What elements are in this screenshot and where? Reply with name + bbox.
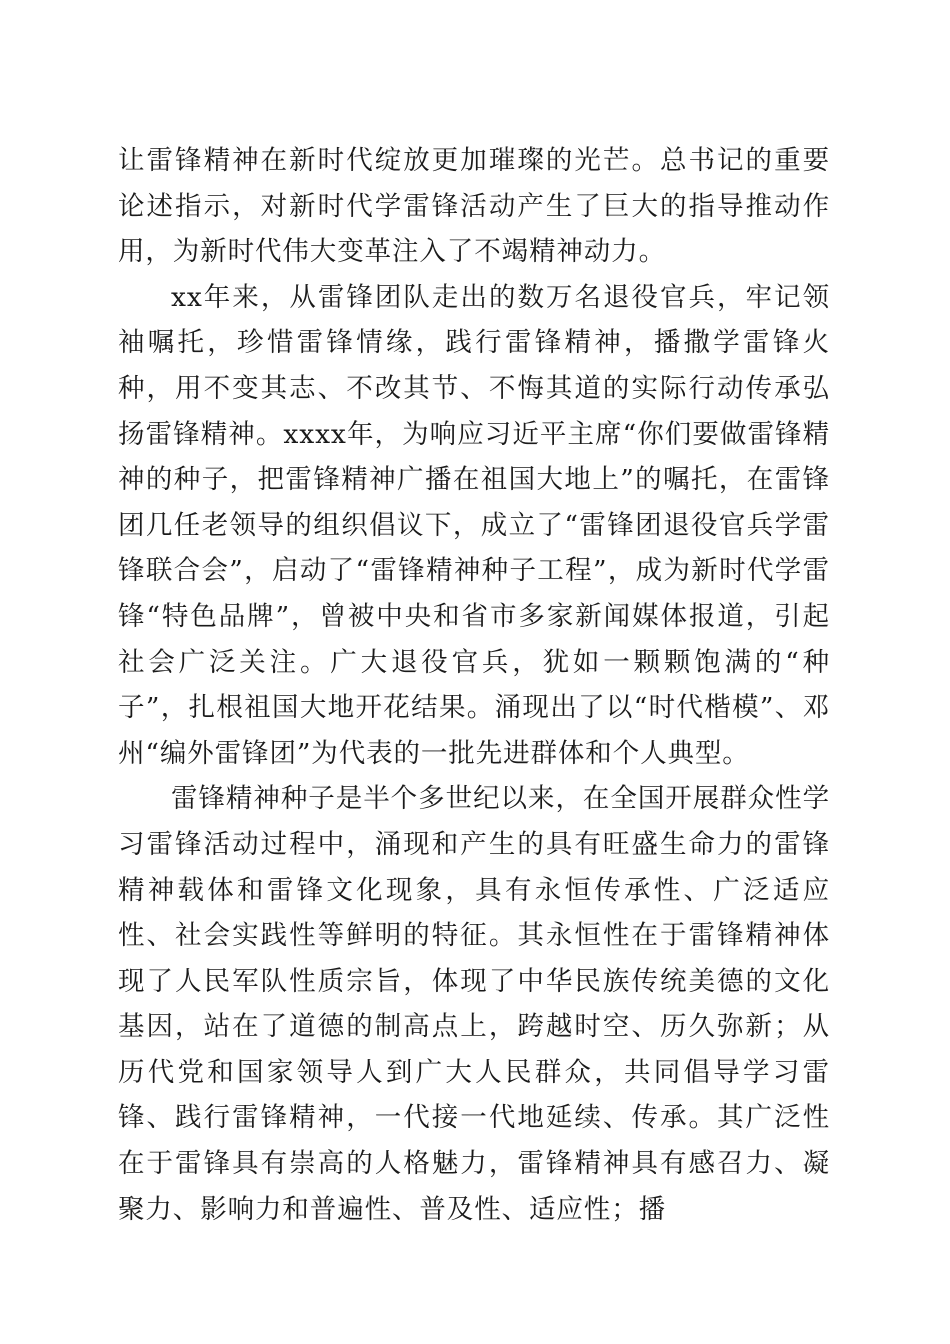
paragraph-3: 雷锋精神种子是半个多世纪以来，在全国开展群众性学习雷锋活动过程中，涌现和产生的具有旺盛生命力的雷锋精神载体和雷锋文化现象，具有永恒传承性、广泛适应性、社会实践性等鲜明的特征。其永恒性在于雷锋精神体现了人民军队性质宗旨，体现了中华民族传统美德的文化基因，站在了道德的制高点上，跨越时空、历久弥新；从历代党和国家领导人到广大人民群众，共同倡导学习雷锋、践行雷锋精神，一代接一代地延续、传承。其广泛性在于雷锋具有崇高的人格魅力，雷锋精神具有感召力、凝聚力、影响力和普遍性、普及性、适应性；播: [118, 783, 830, 1225]
paragraph-2: xx年来，从雷锋团队走出的数万名退役官兵，牢记领袖嘱托，珍惜雷锋情缘，践行雷锋精神，播撒学雷锋火种，用不变其志、不改其节、不悔其道的实际行动传承弘扬雷锋精神。xxxx年，为响应习近平主席“你们要做雷锋精神的种子，把雷锋精神广播在祖国大地上”的嘱托，在雷锋团几任老领导的组织倡议下，成立了“雷锋团退役官兵学雷锋联合会”，启动了“雷锋精神种子工程”，成为新时代学雷锋“特色品牌”，曾被中央和省市多家新闻媒体报道，引起社会广泛关注。广大退役官兵，犹如一颗颗饱满的“种子”，扎根祖国大地开花结果。涌现出了以“时代楷模”、邓州“编外雷锋团”为代表的一批先进群体和个人典型。: [118, 281, 830, 769]
paragraph-1: 让雷锋精神在新时代绽放更加璀璨的光芒。总书记的重要论述指示，对新时代学雷锋活动产生了巨大的指导推动作用，为新时代伟大变革注入了不竭精神动力。: [118, 145, 830, 268]
document-page: [118, 138, 830, 1232]
